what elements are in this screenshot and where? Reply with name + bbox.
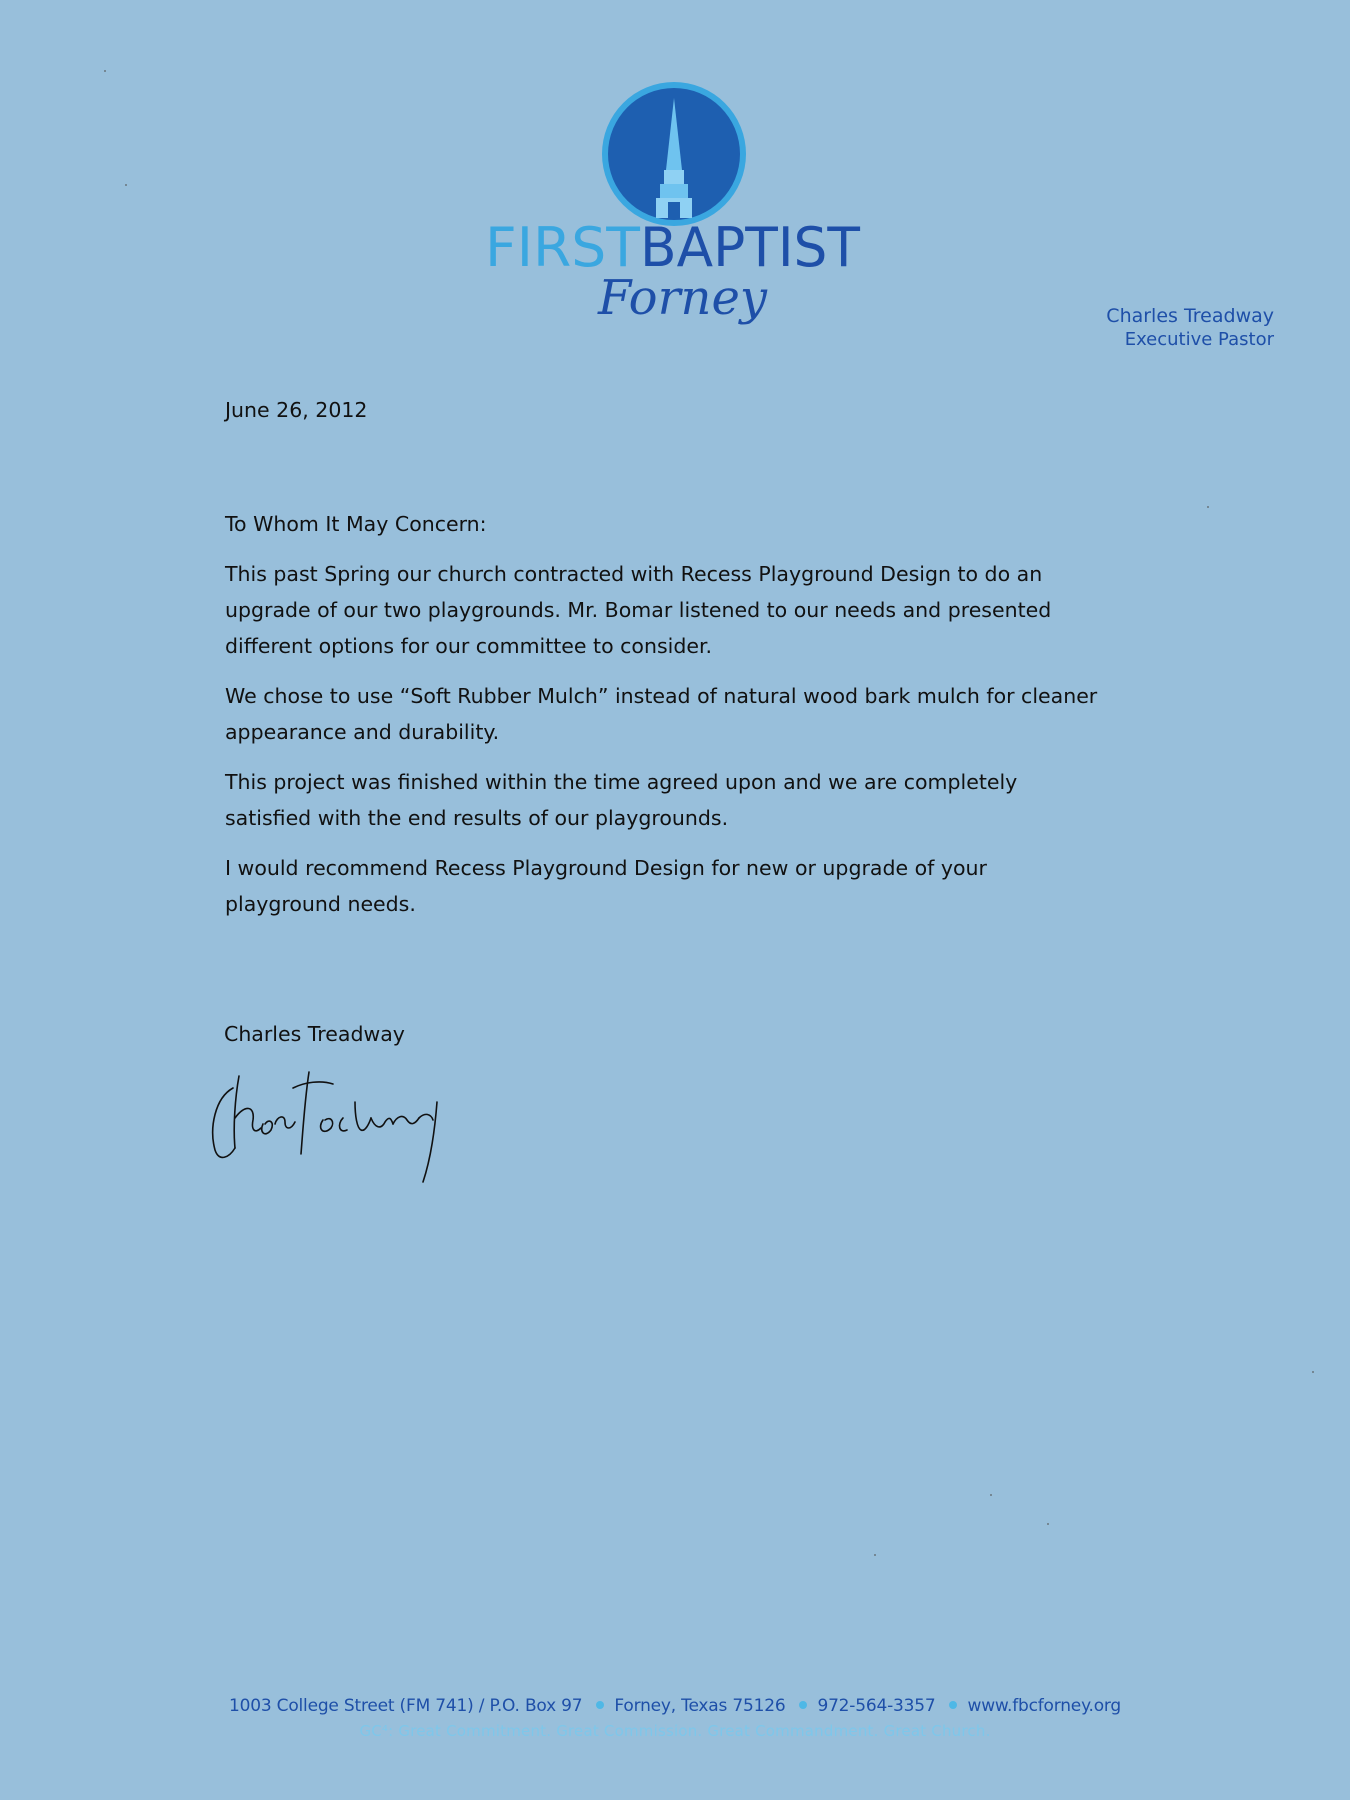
letter-paragraph: This past Spring our church contracted with Recess Playground Design to do an upgrade of our two playgrounds. Mr. Bomar listened to our needs and presented different options for our committee to consider. <box>225 562 1052 658</box>
footer-city: Forney, Texas 75126 <box>614 1696 786 1716</box>
letter-body <box>225 392 1105 936</box>
svg-text:Forney: Forney <box>598 270 767 326</box>
scan-speck <box>1207 506 1209 508</box>
scan-speck <box>874 1554 876 1556</box>
footer-phone: 972-564-3357 <box>817 1696 936 1716</box>
footer-tagline: GC⁴: Great Commitment. Great Commission. Great Commandment. Great Church. <box>359 1722 991 1740</box>
footer-address: 1003 College Street (FM 741) / P.O. Box 97 <box>229 1696 583 1716</box>
pastor-title: Executive Pastor <box>1124 329 1274 350</box>
steeple-logo-icon <box>480 80 880 330</box>
footer-contact-line <box>0 1696 1350 1716</box>
letterhead-contact <box>1106 304 1274 352</box>
scan-speck <box>104 70 106 72</box>
pastor-name: Charles Treadway <box>1106 305 1274 327</box>
scan-speck <box>125 184 127 186</box>
letter-paragraph: I would recommend Recess Playground Design for new or upgrade of your playground needs. <box>225 856 987 916</box>
letter-date: June 26, 2012 <box>225 398 368 422</box>
handwritten-signature <box>205 1058 495 1193</box>
footer-website[interactable]: www.fbcforney.org <box>967 1696 1121 1716</box>
svg-text:FIRST: FIRST <box>485 216 642 279</box>
bullet-icon <box>949 1701 957 1709</box>
signer-name: Charles Treadway <box>224 1022 405 1046</box>
scan-speck <box>990 1494 992 1496</box>
letter-salutation: To Whom It May Concern: <box>225 512 487 536</box>
bullet-icon <box>799 1701 807 1709</box>
church-logo <box>480 80 880 330</box>
letter-paragraph: We chose to use “Soft Rubber Mulch” instead of natural wood bark mulch for cleaner appearance and durability. <box>225 684 1098 744</box>
scan-speck <box>1312 1371 1314 1373</box>
letter-paragraph: This project was finished within the time agreed upon and we are completely satisfied with the end results of our playgrounds. <box>225 770 1018 830</box>
svg-text:BAPTIST: BAPTIST <box>640 216 861 279</box>
scan-speck <box>1047 1523 1049 1525</box>
bullet-icon <box>596 1701 604 1709</box>
letter-footer <box>0 1696 1350 1740</box>
